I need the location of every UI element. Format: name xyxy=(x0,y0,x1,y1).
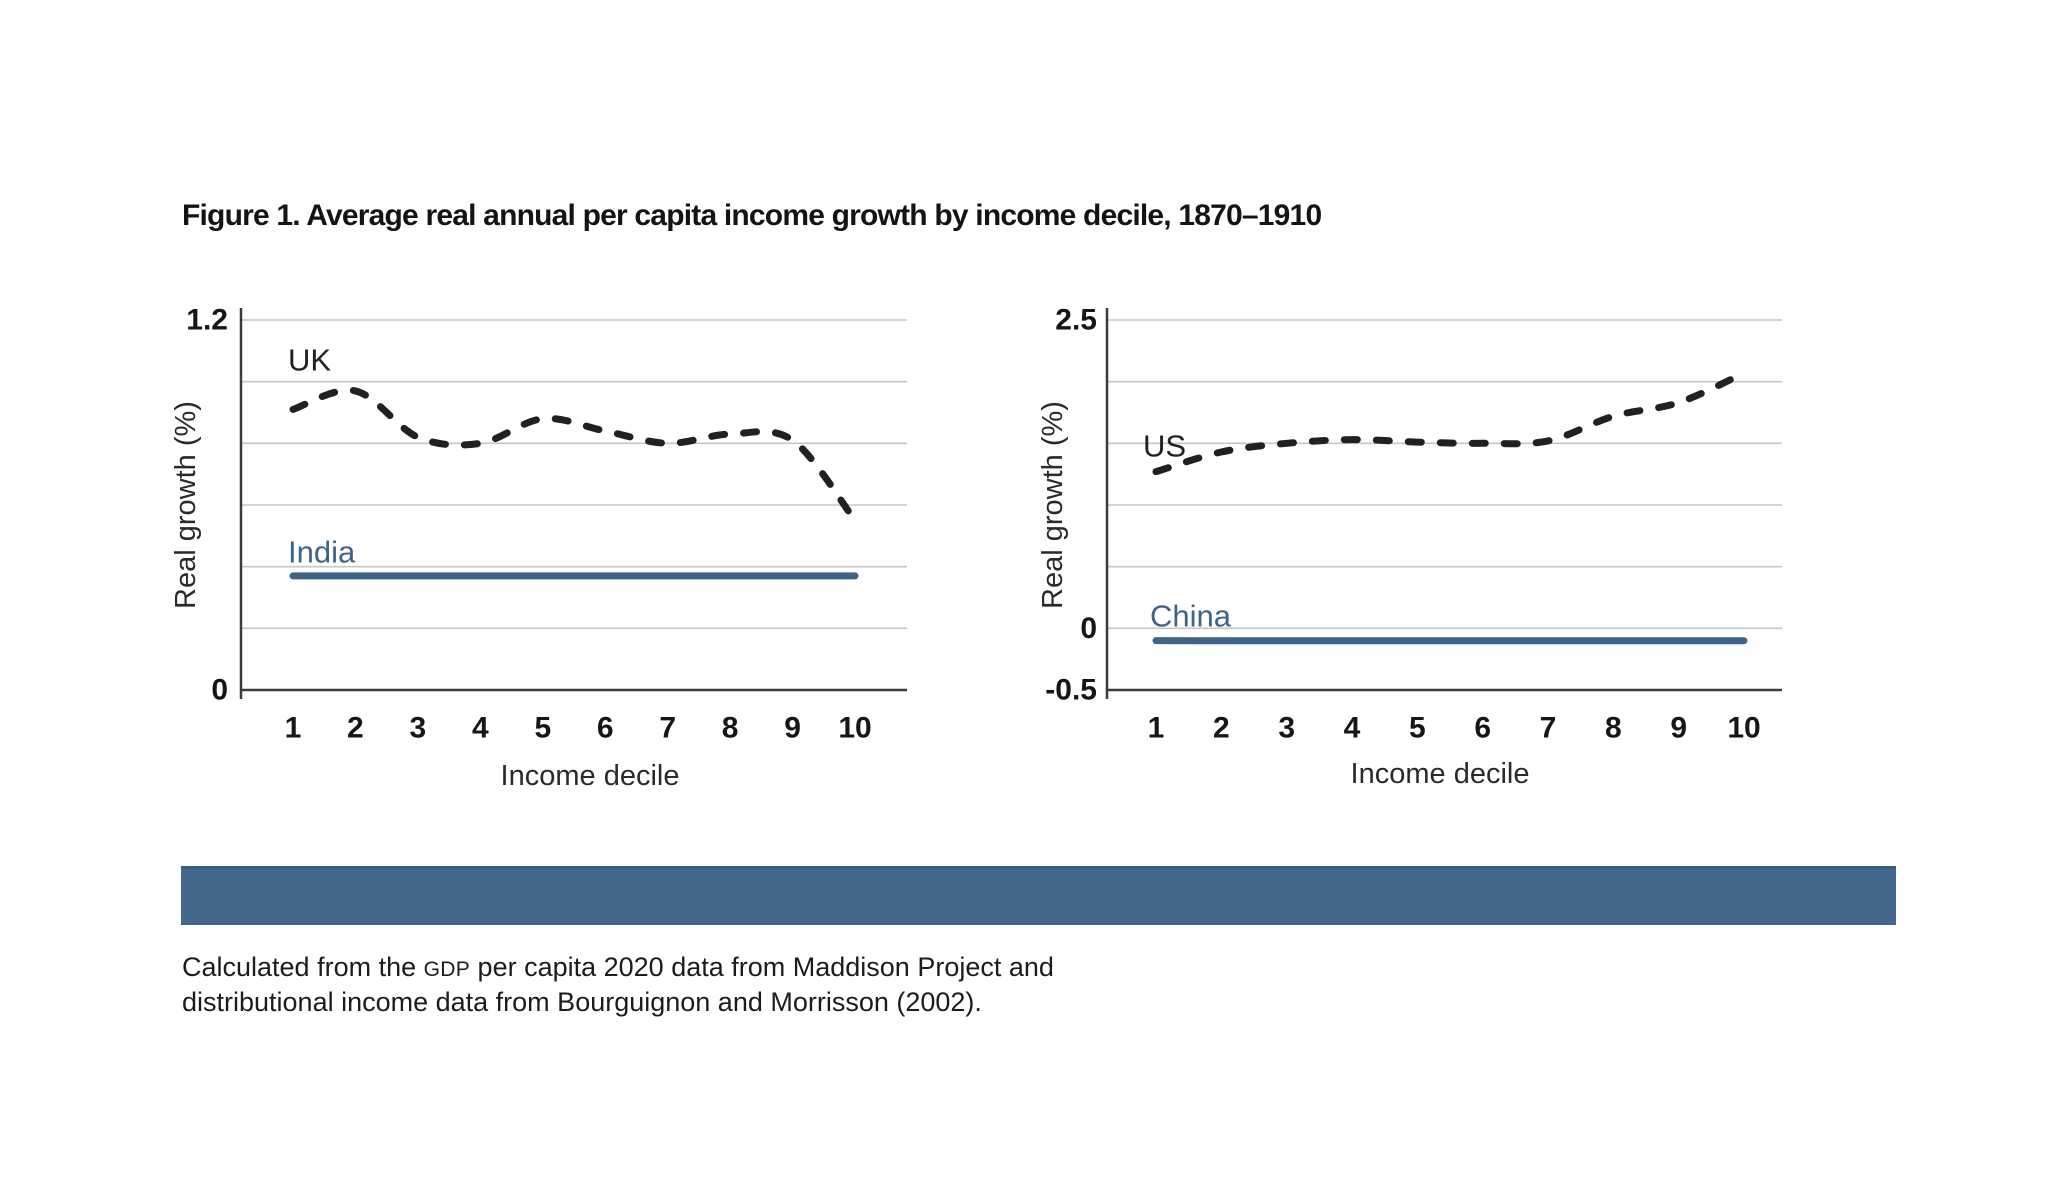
x-tick-label: 10 xyxy=(838,711,872,745)
caption-line1-pre: Calculated from the xyxy=(182,952,424,982)
x-tick-label: 6 xyxy=(1474,711,1492,745)
caption-line-2: distributional income data from Bourguignon and Morrisson (2002). xyxy=(182,987,982,1017)
x-tick-label: 9 xyxy=(784,711,801,745)
chart-uk-india xyxy=(140,280,940,810)
x-tick-label: 4 xyxy=(1343,711,1361,745)
x-axis-title: Income decile xyxy=(500,760,680,792)
x-tick-label: 1 xyxy=(284,711,302,745)
x-tick-label: 1 xyxy=(1147,711,1165,745)
x-tick-label: 2 xyxy=(347,711,364,745)
x-tick-label: 3 xyxy=(1278,711,1296,745)
y-axis-title: Real growth (%) xyxy=(1037,401,1069,609)
x-tick-label: 4 xyxy=(471,711,489,745)
blue-divider-bar xyxy=(181,866,1896,925)
x-tick-label: 8 xyxy=(1604,711,1622,745)
x-tick-label: 5 xyxy=(534,711,552,745)
figure-caption xyxy=(182,951,1054,1019)
x-axis-title: Income decile xyxy=(1350,758,1530,790)
y-tick-label: 0 xyxy=(1080,611,1097,645)
caption-line-1 xyxy=(182,951,1054,986)
x-tick-label: 8 xyxy=(721,711,739,745)
chart-us-china xyxy=(1000,280,1800,810)
x-tick-label: 7 xyxy=(659,711,677,745)
series-label-india: India xyxy=(288,534,356,570)
y-tick-label: 2.5 xyxy=(1055,303,1097,337)
y-tick-label: 0 xyxy=(211,673,228,707)
x-tick-label: 6 xyxy=(596,711,614,745)
series-line-us xyxy=(1156,373,1744,472)
x-tick-label: 3 xyxy=(409,711,427,745)
series-label-uk: UK xyxy=(288,342,332,378)
caption-line1-post: per capita 2020 data from Maddison Project and xyxy=(470,952,1054,982)
y-tick-label: 1.2 xyxy=(186,303,228,337)
caption-gdp-smallcaps: GDP xyxy=(423,958,471,981)
y-axis-title: Real growth (%) xyxy=(170,401,202,609)
x-tick-label: 2 xyxy=(1212,711,1230,745)
series-line-uk xyxy=(293,390,855,520)
x-tick-label: 9 xyxy=(1670,711,1688,745)
figure-title: Figure 1. Average real annual per capita income growth by income decile, 1870–1910 xyxy=(182,199,1322,232)
x-tick-label: 10 xyxy=(1727,711,1761,745)
x-tick-label: 7 xyxy=(1539,711,1557,745)
plot-group-right xyxy=(1045,304,1782,745)
x-tick-label: 5 xyxy=(1408,711,1426,745)
series-label-china: China xyxy=(1150,598,1231,634)
series-label-us: US xyxy=(1143,428,1187,464)
y-tick-label: -0.5 xyxy=(1045,673,1097,707)
plot-group-left xyxy=(186,304,907,745)
